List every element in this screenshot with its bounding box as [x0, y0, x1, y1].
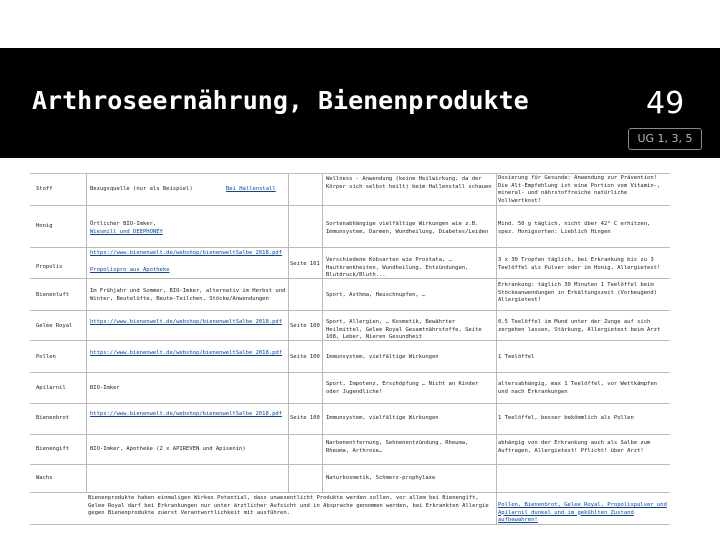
row-substance: Bienengift	[36, 446, 70, 452]
column-header-wellness: Wellness - Anwendung (keine Heilwirkung, da der Körper sich selbst heilt) beim Hallenstall schauen	[326, 176, 492, 190]
row-dosage: Erkrankung: täglich 30 Minuten 1 Teelöffel beim Stöckeanwendungen in Erkältungszeit (Vorbeugend) Allergietest!	[498, 282, 657, 303]
table-rule	[30, 434, 670, 435]
table-rule	[288, 173, 289, 492]
row-wellness: Sport, Allergien, … Kosmetik, Bewährter Heilmittel, Gelee Royal Gesamtnährstoffe, Seite 108, Leber, Nieren Gesundheit	[326, 319, 482, 340]
row-source-link[interactable]: https://www.bienenwelt.de/webshop/bienenweltSalbe_2018.pdf	[90, 319, 283, 325]
column-header-substance: Stoff	[36, 186, 53, 192]
row-source-link[interactable]: https://www.bienenwelt.de/webshop/bienenweltSalbe_2018.pdf	[90, 411, 283, 417]
page-number: 49	[646, 86, 685, 121]
row-source: Örtlicher BIO-Imker,	[90, 221, 157, 227]
row-dosage: 3 x 30 Tropfen täglich, bei Erkrankung bis zu 3 Teelöffel als Pulver oder im Honig, Allergietest!	[498, 257, 661, 271]
row-substance: Bienenluft	[36, 292, 70, 298]
row-source: BIO-Imker, Apotheke (2 x APIREVEN und Apisenin)	[90, 446, 246, 452]
row-page-ref: Seite 101	[290, 261, 320, 267]
table-rule	[30, 310, 670, 311]
table-rule	[30, 372, 670, 373]
source-link[interactable]: Bei Hallenstall	[226, 186, 276, 192]
row-substance: Wachs	[36, 475, 53, 481]
table-rule	[30, 247, 670, 248]
row-wellness: Sport, Asthma, Heuschnupfen, …	[326, 292, 426, 298]
row-source-link[interactable]: Wiesmill und DEEPHONEY	[90, 229, 163, 235]
table-rule	[30, 492, 670, 493]
row-page-ref: Seite 100	[290, 354, 320, 360]
table-rule	[30, 403, 670, 404]
row-substance: Apilarnil	[36, 385, 66, 391]
row-source: BIO-Imker	[90, 385, 120, 391]
row-dosage: 1 Teelöffel, besser bekömmlich als Pollen	[498, 415, 634, 421]
table-rule	[496, 173, 497, 524]
reference-badge: UG 1, 3, 5	[628, 128, 702, 150]
row-dosage: 0,5 Teelöffel im Mund unter der Zunge auf sich zergehen lassen, Stärkung, Allergietest beim Arzt	[498, 319, 661, 333]
row-wellness: Narbenentfernung, Sehnenentzündung, Rheuma, Rheuma, Arthrose…	[326, 440, 469, 454]
row-substance: Pollen	[36, 354, 56, 360]
row-substance: Bienenbrot	[36, 415, 70, 421]
footer-note: Bienenprodukte haben einmaligen Wirkes Potential, dass unwesentlicht Produkte werden sollen, vor allem bei Bienengift, Gelee Royal darf bei Erkrankungen nur unter ärztlicher Aufsicht und in Absprache genommen werden, bei Erkrankten Allergie gegen Bienenprodukte zuerst Verantwortlichkeit mit ausführen.	[88, 495, 489, 516]
table-rule	[30, 464, 670, 465]
row-dosage: Mind. 50 g täglich, nicht über 42° C erhitzen, spez. Honigsorten: Lieblich Hingen	[498, 221, 651, 235]
row-dosage: 1 Teelöffel	[498, 354, 535, 360]
row-wellness: Naturkosmetik, Schmerz-prophylaxe	[326, 475, 436, 481]
row-substance: Gelée Royal	[36, 323, 73, 329]
table-rule	[30, 524, 670, 525]
storage-note: Pollen, Bienenbrot, Gelee Royal, Propolispulver und Apilarnil dunkel und im gekühlten Zustand aufbewahren!	[498, 502, 667, 523]
row-substance: Propolis	[36, 264, 63, 270]
row-source-link[interactable]: Propolispro aus Apotheke	[90, 267, 170, 273]
row-substance: Honig	[36, 223, 53, 229]
row-wellness: Sport, Impotenz, Erschöpfung … Nicht an Kinder oder Jugendliche!	[326, 381, 479, 395]
row-page-ref: Seite 100	[290, 415, 320, 421]
row-source-link[interactable]: https://www.bienenwelt.de/webshop/bienenweltSalbe_2018.pdf	[90, 250, 283, 256]
column-header-source: Bezugsquelle (nur als Beispiel)	[90, 186, 193, 192]
row-dosage: abhängig von der Erkrankung auch als Salbe zum Auftragen, Allergietest! Pflicht! über Arzt!	[498, 440, 651, 454]
table-rule	[86, 173, 87, 492]
row-wellness: Immunsystem, vielfältige Wirkungen	[326, 354, 439, 360]
table-rule	[30, 173, 670, 174]
row-dosage: altersabhängig, max 1 Teelöffel, vor Wettkämpfen und nach Erkrankungen	[498, 381, 657, 395]
row-source-link[interactable]: https://www.bienenwelt.de/webshop/bienenweltSalbe_2018.pdf	[90, 350, 283, 356]
column-header-dosage: Dosierung für Gesunde: Anwendung zur Prävention! Die Alt-Empfehlung ist eine Portion vom Vitamin-, mineral- und nährstoffreiche natürliche Vollwertkost!	[498, 175, 661, 204]
table-rule	[30, 205, 670, 206]
row-page-ref: Seite 100	[290, 323, 320, 329]
table-rule	[322, 173, 323, 492]
page-title: Arthroseernährung, Bienenprodukte	[32, 86, 529, 115]
row-wellness: Sortenabhängige vielfältige Wirkungen wie z.B. Immunsystem, Darmen, Wundheilung, Diabetes/Leiden	[326, 221, 489, 235]
row-wellness: Immunsystem, vielfältige Wirkungen	[326, 415, 439, 421]
row-source: Im Frühjahr und Sommer, BIO-Imker, alternativ im Herbst und Winter, Beutelüfte, Beute-Teilchen, Stöcke/Anwendungen	[90, 288, 286, 302]
row-wellness: Verschiedene Kobsarten wie Prostata, … Hautkrankheiten, Wundheilung, Entzündungen, Blutdruck/Bluth...	[326, 257, 469, 278]
